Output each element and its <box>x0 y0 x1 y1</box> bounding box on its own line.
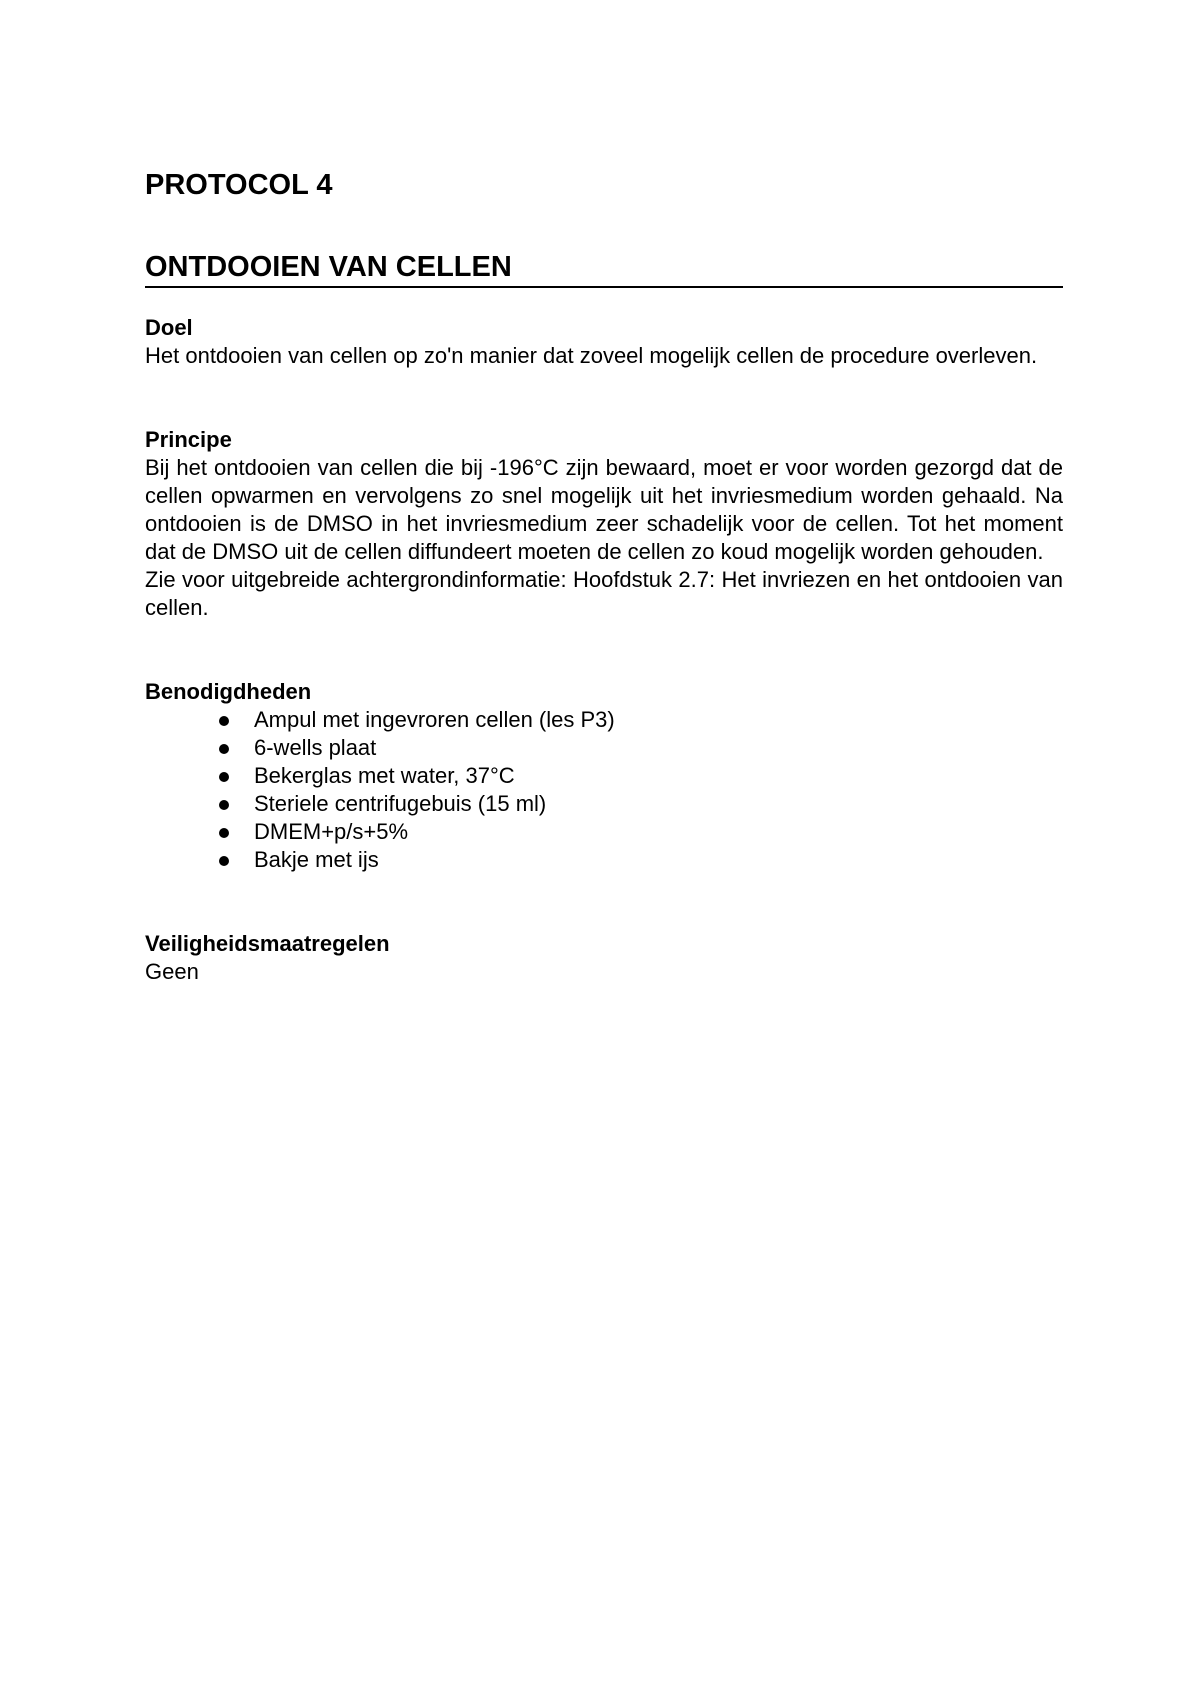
list-item <box>145 790 1063 818</box>
list-item-text: Steriele centrifugebuis (15 ml) <box>254 791 547 816</box>
list-item-text: 6-wells plaat <box>254 735 377 760</box>
principe-paragraph-2: Zie voor uitgebreide achtergrondinformatie: Hoofdstuk 2.7: Het invriezen en het ontdooien van cellen. <box>145 567 1063 620</box>
section-heading-benodigdheden: Benodigdheden <box>145 679 312 704</box>
list-item-text: Ampul met ingevroren cellen (les P3) <box>254 707 615 732</box>
protocol-number: PROTOCOL 4 <box>145 169 333 201</box>
section-heading-doel: Doel <box>145 315 193 340</box>
list-item <box>145 818 1063 846</box>
section-heading-principe: Principe <box>145 427 232 452</box>
section-doel <box>145 314 1063 370</box>
bullet-icon <box>219 716 229 726</box>
document-title: ONTDOOIEN VAN CELLEN <box>145 250 1063 288</box>
supplies-list <box>145 706 1063 874</box>
list-item <box>145 846 1063 874</box>
bullet-icon <box>219 856 229 866</box>
list-item-text: Bekerglas met water, 37°C <box>254 763 515 788</box>
section-principe <box>145 426 1063 622</box>
veiligheid-text: Geen <box>145 959 199 984</box>
list-item-text: DMEM+p/s+5% <box>254 819 409 844</box>
bullet-icon <box>219 800 229 810</box>
doel-text: Het ontdooien van cellen op zo'n manier dat zoveel mogelijk cellen de procedure overleven. <box>145 343 1038 368</box>
bullet-icon <box>219 772 229 782</box>
list-item-text: Bakje met ijs <box>254 847 379 872</box>
section-veiligheidsmaatregelen <box>145 930 1063 986</box>
document-page <box>145 168 1063 986</box>
section-benodigdheden <box>145 678 1063 874</box>
bullet-icon <box>219 744 229 754</box>
list-item <box>145 706 1063 734</box>
section-heading-veiligheidsmaatregelen: Veiligheidsmaatregelen <box>145 931 390 956</box>
bullet-icon <box>219 828 229 838</box>
principe-paragraph-1: Bij het ontdooien van cellen die bij -196°C zijn bewaard, moet er voor worden gezorgd dat de cellen opwarmen en vervolgens zo snel mogelijk uit het invriesmedium worden gehaald. Na ontdooien is de DMSO in het invriesmedium zeer schadelijk voor de cellen. Tot het moment dat de DMSO uit de cellen diffundeert moeten de cellen zo koud mogelijk worden gehouden. <box>145 455 1063 564</box>
list-item <box>145 734 1063 762</box>
list-item <box>145 762 1063 790</box>
